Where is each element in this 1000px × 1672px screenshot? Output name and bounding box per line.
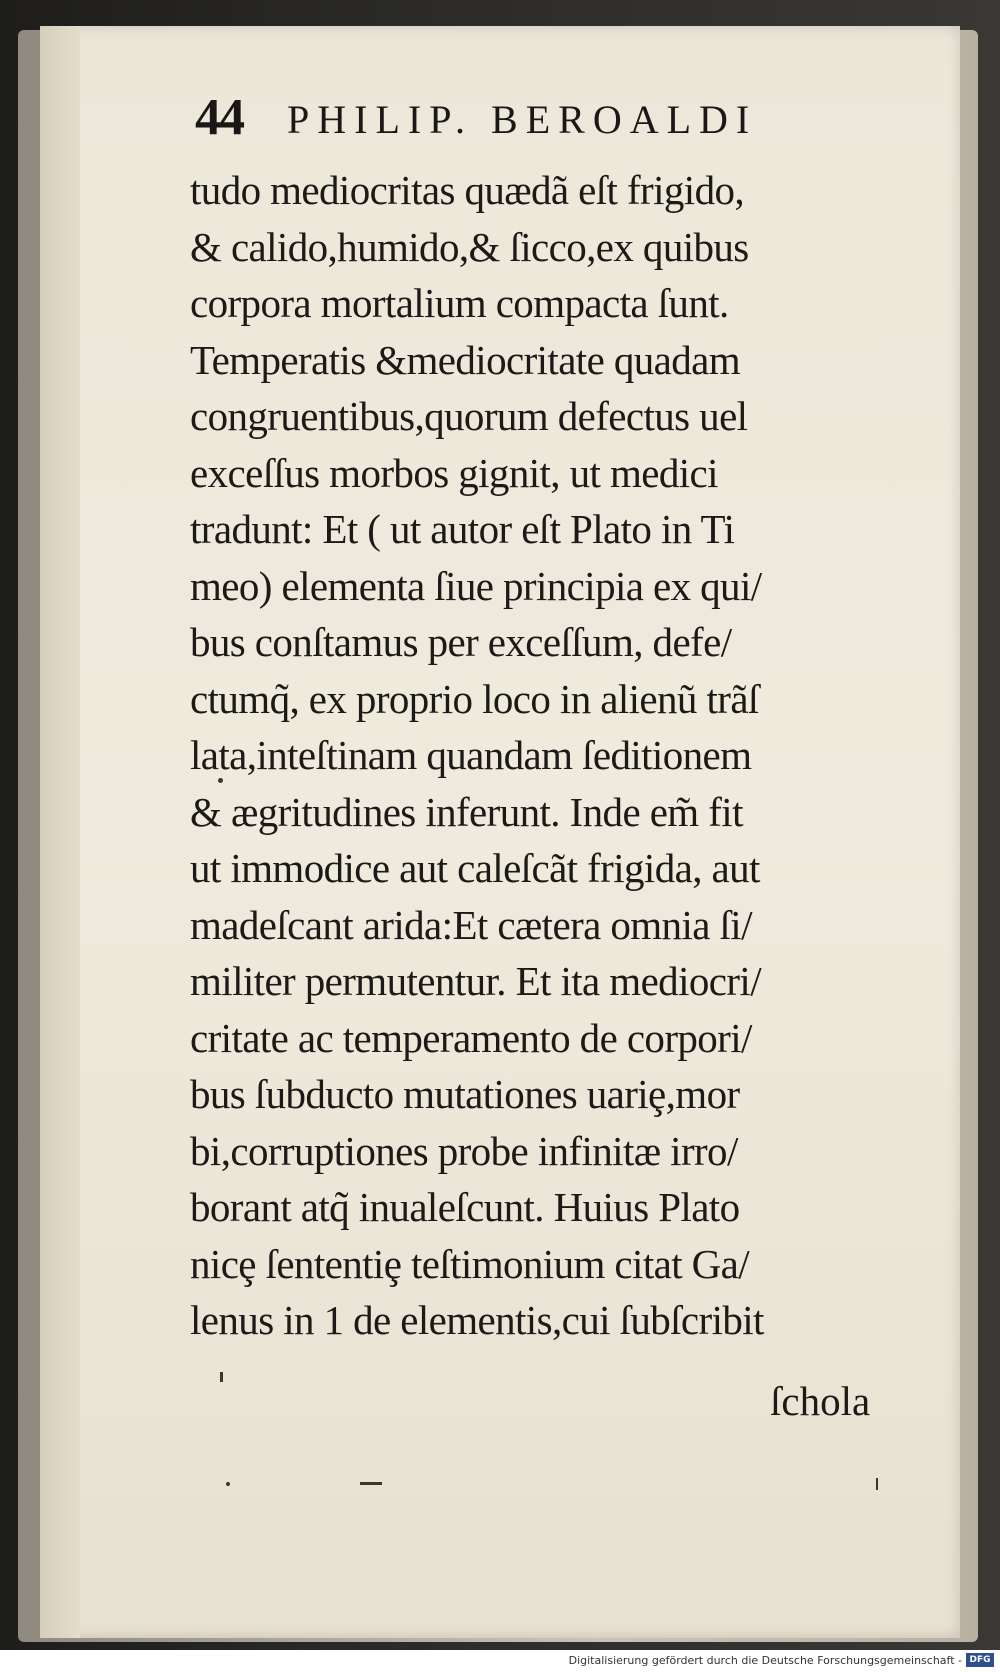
margin-speck xyxy=(218,778,223,783)
text-line: & ægritudines inferunt. Inde em̃ fit xyxy=(190,788,743,835)
text-line: ctumq̃, ex proprio loco in alienũ trãſ xyxy=(190,675,759,722)
margin-speck xyxy=(226,1482,230,1486)
page-header xyxy=(195,88,895,148)
text-line: bi,corruptiones probe infinitæ irro/ xyxy=(190,1127,738,1174)
margin-speck xyxy=(220,1372,223,1382)
page-number: 44 xyxy=(195,89,243,146)
text-line: madeſcant arida:Et cætera omnia ſi/ xyxy=(190,901,752,948)
text-line: congruentibus,quorum defectus uel xyxy=(190,393,748,439)
dfg-logo: DFG xyxy=(966,1653,994,1667)
catchword: ſchola xyxy=(770,1378,871,1424)
text-line: meo) elementa ſiue principia ex qui/ xyxy=(190,562,762,609)
text-line: Temperatis &mediocritate quadam xyxy=(190,336,741,383)
running-title: PHILIP. BEROALDI xyxy=(287,97,758,142)
text-line: critate ac temperamento de corpori/ xyxy=(190,1014,752,1061)
text-line: exceſſus morbos gignit, ut medici xyxy=(190,449,718,496)
footer-bar xyxy=(0,1650,1000,1672)
text-line: tradunt: Et ( ut autor eſt Plato in Ti xyxy=(190,506,735,552)
margin-speck xyxy=(360,1482,382,1485)
text-line: bus conſtamus per exceſſum, defe/ xyxy=(190,619,732,665)
text-line: bus ſubducto mutationes uariȩ,mor xyxy=(190,1071,740,1117)
page-gutter xyxy=(40,26,80,1638)
text-block xyxy=(190,162,890,1349)
text-line: corpora mortalium compacta ſunt. xyxy=(190,280,729,326)
text-line: tudo mediocritas quædã eſt frigido, xyxy=(190,167,745,213)
funding-credit: Digitalisierung gefördert durch die Deutsche Forschungsgemeinschaft - xyxy=(568,1654,962,1667)
text-line: lata,inteſtinam quandam ſeditionem xyxy=(190,732,752,778)
text-line: militer permutentur. Et ita mediocri/ xyxy=(190,958,761,1004)
text-line: & calido,humido,& ſicco,ex quibus xyxy=(190,223,749,270)
text-line: nicȩ ſententiȩ teſtimonium citat Ga/ xyxy=(190,1240,750,1287)
text-line: borant atq̃ inualeſcunt. Huius Plato xyxy=(190,1184,740,1230)
margin-speck xyxy=(876,1478,878,1490)
text-line: lenus in 1 de elementis,cui ſubſcribit xyxy=(190,1297,764,1343)
text-line: ut immodice aut caleſcãt frigida, aut xyxy=(190,845,760,891)
